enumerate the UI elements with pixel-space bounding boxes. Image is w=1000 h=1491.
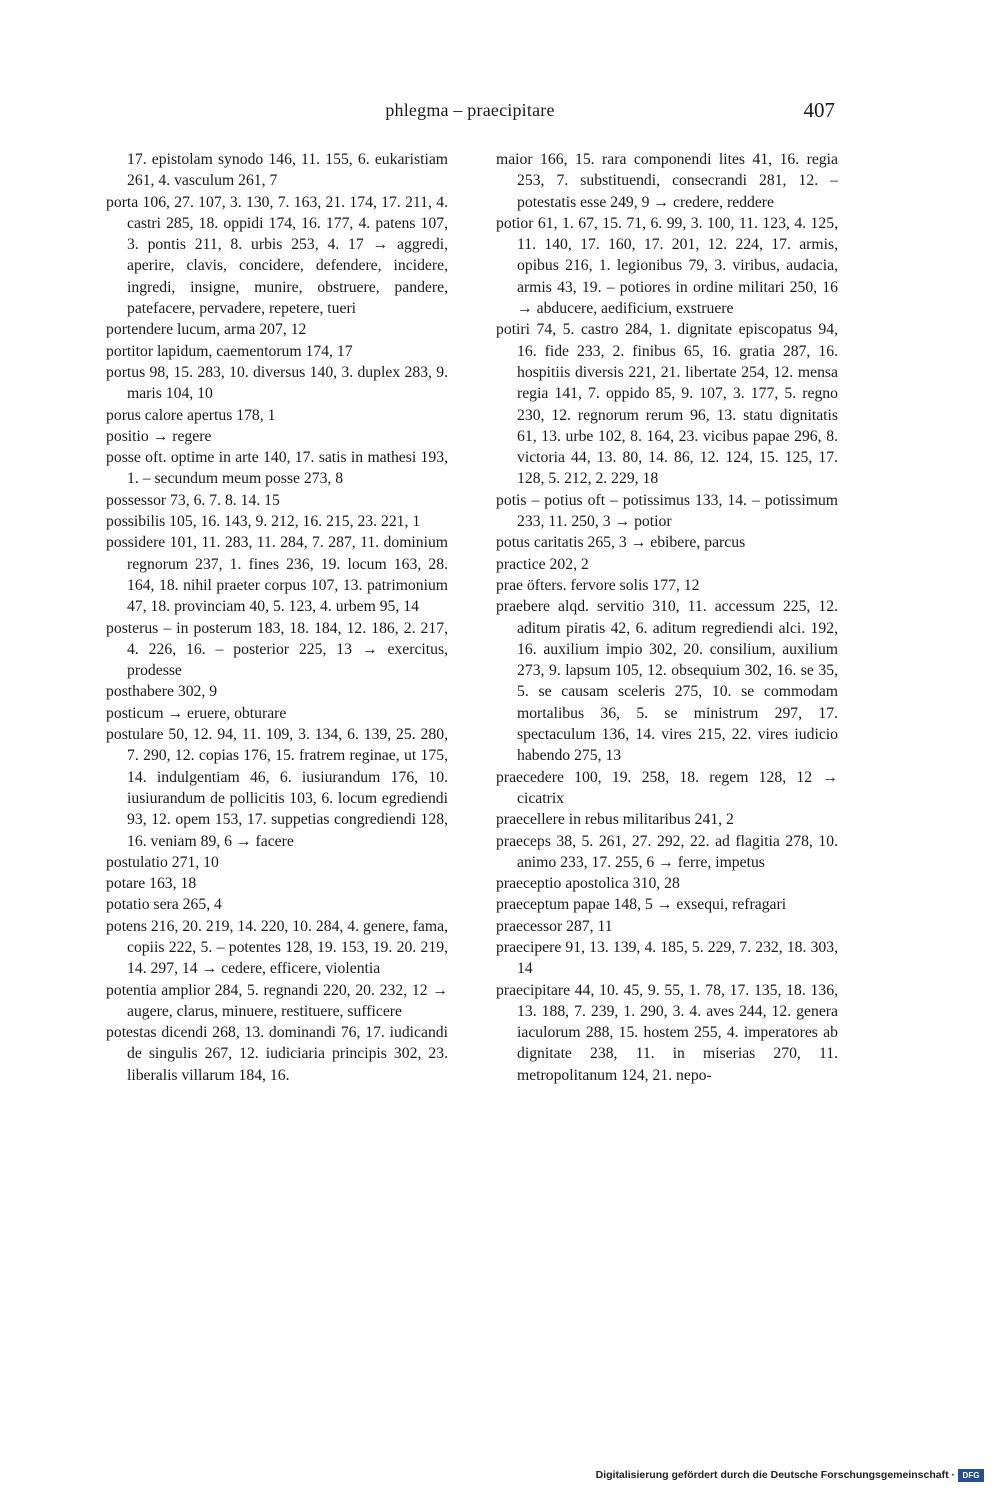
index-entry: postulatio 271, 10: [106, 853, 219, 871]
page-number: 407: [803, 98, 835, 122]
index-entry: prae öfters. fervore solis 177, 12: [496, 576, 700, 594]
index-entry: porus calore apertus 178, 1: [106, 406, 276, 424]
index-entry: portendere lucum, arma 207, 12: [106, 321, 307, 339]
running-title: phlegma – praecipitare: [385, 100, 555, 120]
index-entry: possibilis 105, 16. 143, 9. 212, 16. 215, 23. 221, 1: [106, 513, 421, 531]
index-entry: praeceptio apostolica 310, 28: [496, 875, 680, 893]
index-entry: practice 202, 2: [496, 555, 589, 573]
index-entry: posterus – in posterum 183, 18. 184, 12. 186, 2. 217, 4. 226, 16. – posterior 225, 13 → exercitus, prodesse: [106, 619, 448, 680]
index-entry: possessor 73, 6. 7. 8. 14. 15: [106, 491, 280, 509]
index-entry: possidere 101, 11. 283, 11. 284, 7. 287, 11. dominium regnorum 237, 1. fines 236, 19. locum 163, 28. 164, 18. nihil praeter corpus 107, 13. patrimonium 47, 18. provinciam 40, 5. 123, 4. urbem 95, 14: [106, 534, 448, 616]
index-entry: praecellere in rebus militaribus 241, 2: [496, 811, 734, 829]
index-entry: positio → regere: [106, 427, 212, 445]
index-entry: posticum → eruere, obturare: [106, 704, 287, 722]
index-entry: potatio sera 265, 4: [106, 896, 222, 914]
index-entry: potiri 74, 5. castro 284, 1. dignitate episcopatus 94, 16. fide 233, 2. finibus 65, 16. gratia 287, 16. hospitiis diversis 221, 21. libertate 254, 12. mensa regia 141, 7. oppido 85, 9. 107, 3. 177, 5. regno 230, 12. regnorum rerum 96, 13. statu dignitatis 61, 13. urbe 102, 8. 164, 23. vicibus papae 296, 8. victoria 44, 13. 80, 14. 86, 12. 124, 15. 125, 17. 128, 5. 212, 2. 229, 18: [496, 321, 838, 488]
left-column: [106, 149, 448, 1086]
index-entry: posse oft. optime in arte 140, 17. satis in mathesi 193, 1. – secundum meum posse 273, 8: [106, 449, 448, 488]
index-entry: potestas dicendi 268, 13. dominandi 76, 17. iudicandi de singulis 267, 12. iudiciaria principis 302, 23. liberalis villarum 184, 16.: [106, 1024, 448, 1084]
index-entry: maior 166, 15. rara componendi lites 41, 16. regia 253, 7. substituendi, consecrandi 281, 12. – potestatis esse 249, 9 → credere, reddere: [496, 151, 838, 211]
index-entry: 17. epistolam synodo 146, 11. 155, 6. eukaristiam 261, 4. vasculum 261, 7: [127, 151, 448, 190]
index-entry: praeceps 38, 5. 261, 27. 292, 22. ad flagitia 278, 10. animo 233, 17. 255, 6 → ferre, impetus: [496, 832, 838, 871]
index-entry: praecipere 91, 13. 139, 4. 185, 5. 229, 7. 232, 18. 303, 14: [496, 938, 838, 978]
index-entry: potare 163, 18: [106, 875, 197, 893]
index-entry: portitor lapidum, caementorum 174, 17: [106, 342, 353, 360]
page-header: [105, 98, 835, 128]
index-entry: potens 216, 20. 219, 14. 220, 10. 284, 4. genere, fama, copiis 222, 5. – potentes 128, 19. 153, 19. 20. 219, 14. 297, 14 → cedere, efficere, violentia: [106, 917, 448, 978]
index-entry: praecipitare 44, 10. 45, 9. 55, 1. 78, 17. 135, 18. 136, 13. 188, 7. 239, 1. 290, 3. 4. aves 244, 12. genera iaculorum 288, 15. hostem 255, 4. imperatores ab dignitate 238, 11. in miserias 270, 11. metropolitanum 124, 21. nepo-: [496, 981, 838, 1084]
dfg-logo-icon: DFG: [958, 1469, 984, 1482]
footer: [596, 1467, 984, 1483]
index-entry: porta 106, 27. 107, 3. 130, 7. 163, 21. 174, 17. 211, 4. castri 285, 18. oppidi 174, 16. 177, 4. patens 107, 3. pontis 211, 8. urbis 253, 4. 17 → aggredi, aperire, clavis, concidere, defendere, incidere, ingredi, insigne, munire, obstruere, pandere, patefacere, pervadere, repetere, tueri: [106, 193, 448, 318]
index-entry: potentia amplior 284, 5. regnandi 220, 20. 232, 12 → augere, clarus, minuere, restituere, sufficere: [106, 981, 448, 1020]
right-column: [496, 149, 838, 1086]
index-entry: posthabere 302, 9: [106, 683, 218, 701]
index-entry: postulare 50, 12. 94, 11. 109, 3. 134, 6. 139, 25. 280, 7. 290, 12. copias 176, 15. fratrem reginae, ut 175, 14. indulgentiam 46, 6. iusiurandum 176, 10. iusiurandum de pollicitis 103, 6. locum egrediendi 93, 12. opem 153, 17. suppetias congrediendi 128, 16. veniam 89, 6 → facere: [106, 726, 448, 850]
index-entry: praecessor 287, 11: [496, 917, 613, 935]
funding-notice: Digitalisierung gefördert durch die Deutsche Forschungsgemeinschaft ·: [595, 1469, 955, 1481]
index-entry: praecedere 100, 19. 258, 18. regem 128, 12 → cicatrix: [496, 768, 838, 807]
index-entry: potis – potius oft – potissimus 133, 14. – potissimum 233, 11. 250, 3 → potior: [496, 491, 838, 531]
index-entry: praebere alqd. servitio 310, 11. accessum 225, 12. aditum piratis 42, 6. aditum regrediendi alci. 192, 16. auxilium impio 302, 20. consilium, auxilium 273, 9. lapsum 105, 12. obsequium 302, 16. se 35, 5. se causam sceleris 275, 10. se commodam mortalibus 36, 5. se ministrum 297, 17. spectaculum 136, 14. vires 215, 22. vires iudicio habendo 275, 13: [496, 598, 838, 765]
index-entry: praeceptum papae 148, 5 → exsequi, refragari: [496, 896, 787, 914]
index-entry: potus caritatis 265, 3 → ebibere, parcus: [496, 534, 746, 552]
index-entry: potior 61, 1. 67, 15. 71, 6. 99, 3. 100, 11. 123, 4. 125, 11. 140, 17. 160, 17. 201, 12. 224, 17. armis, opibus 216, 1. legionibus 79, 3. viribus, audacia, armis 43, 19. – potiores in ordine militari 250, 16 → abducere, aedificium, exstruere: [496, 214, 838, 318]
index-entry: portus 98, 15. 283, 10. diversus 140, 3. duplex 283, 9. maris 104, 10: [106, 363, 448, 403]
